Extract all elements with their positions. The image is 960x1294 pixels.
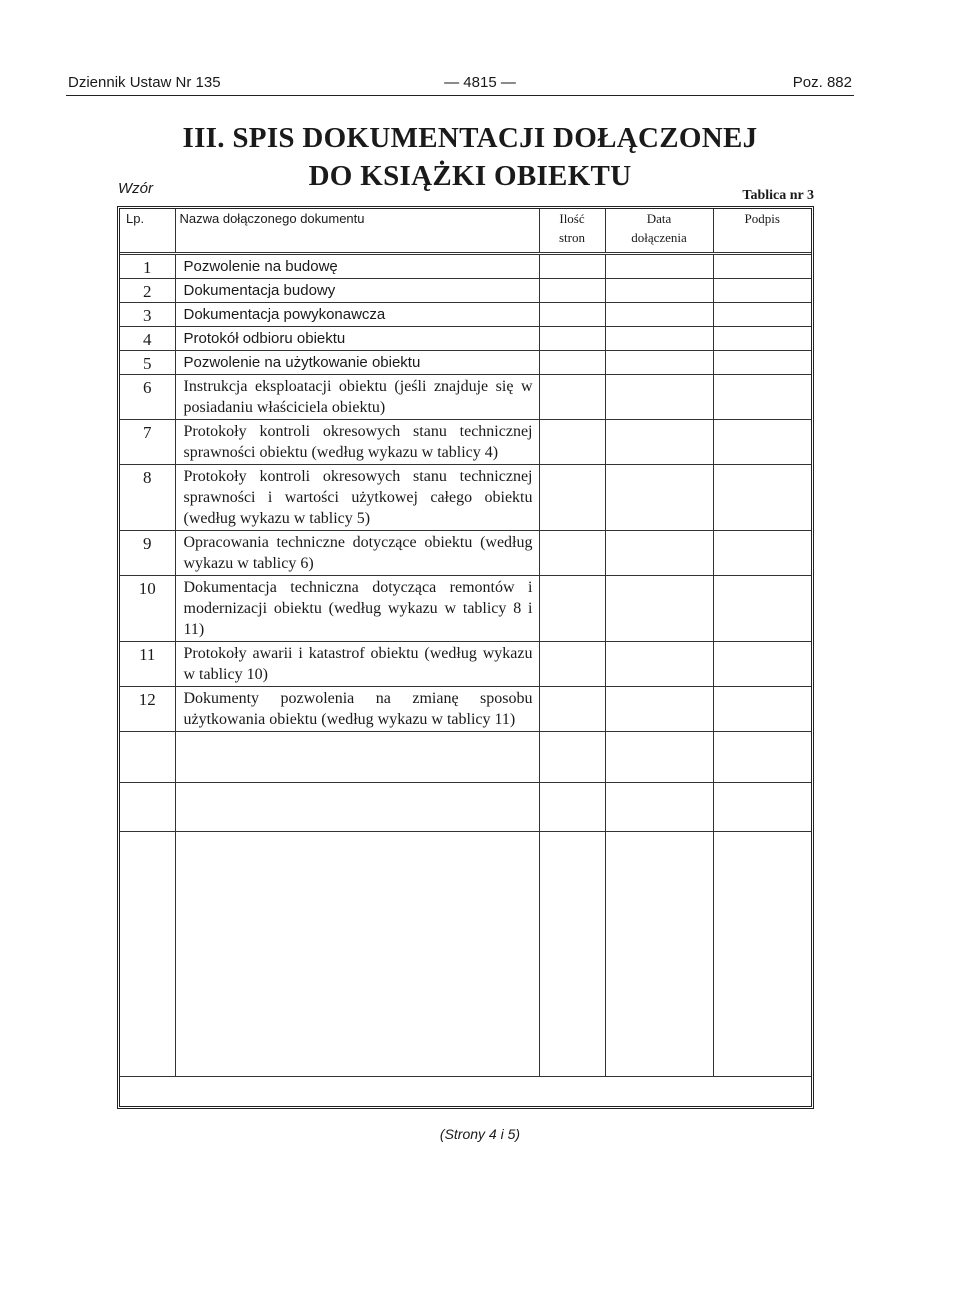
document-name: Opracowania techniczne dotyczące obiektu (według wykazu w tablicy 6) [175,531,539,576]
table-row [120,327,811,351]
empty-cell[interactable] [605,783,713,832]
table-row [120,303,811,327]
date-cell[interactable] [605,375,713,420]
row-number: 8 [120,465,175,531]
signature-cell[interactable] [713,687,811,732]
empty-cell[interactable] [175,832,539,1077]
table-row-empty [120,832,811,1077]
date-cell[interactable] [605,420,713,465]
document-name: Dokumenty pozwolenia na zmianę sposobu użytkowania obiektu (według wykazu w tablicy 11) [175,687,539,732]
signature-cell[interactable] [713,465,811,531]
document-name: Dokumentacja powykonawcza [175,303,539,327]
empty-cell[interactable] [175,783,539,832]
empty-cell[interactable] [713,783,811,832]
document-name: Instrukcja eksploatacji obiektu (jeśli znajduje się w posiadaniu właściciela obiektu) [175,375,539,420]
row-number: 3 [120,303,175,327]
pages-cell[interactable] [539,687,605,732]
empty-cell[interactable] [605,732,713,783]
row-number: 12 [120,687,175,732]
row-number: 5 [120,351,175,375]
table-row [120,279,811,303]
empty-cell[interactable] [713,732,811,783]
table-row [120,531,811,576]
signature-cell[interactable] [713,279,811,303]
signature-cell[interactable] [713,375,811,420]
empty-cell[interactable] [539,783,605,832]
document-name: Protokoły awarii i katastrof obiektu (według wykazu w tablicy 10) [175,642,539,687]
table-row [120,687,811,732]
signature-cell[interactable] [713,327,811,351]
table-row [120,642,811,687]
table-row [120,465,811,531]
col-header-pages-line1: Ilość [559,211,585,226]
date-cell[interactable] [605,687,713,732]
documents-table [120,209,811,1077]
pages-cell[interactable] [539,465,605,531]
col-header-name: Nazwa dołączonego dokumentu [175,209,539,254]
pages-cell[interactable] [539,375,605,420]
document-title-line1: III. SPIS DOKUMENTACJI DOŁĄCZONEJ [182,122,758,154]
pages-cell[interactable] [539,254,605,279]
table-row-empty [120,783,811,832]
col-header-pages [539,209,605,254]
date-cell[interactable] [605,531,713,576]
row-number: 6 [120,375,175,420]
document-name: Protokół odbioru obiektu [175,327,539,351]
table-number: Tablica nr 3 [742,188,814,203]
empty-cell[interactable] [605,832,713,1077]
pages-cell[interactable] [539,420,605,465]
empty-cell[interactable] [175,732,539,783]
row-number: 2 [120,279,175,303]
row-number: 10 [120,576,175,642]
date-cell[interactable] [605,254,713,279]
document-name: Dokumentacja budowy [175,279,539,303]
table-row [120,375,811,420]
table-row [120,576,811,642]
pages-footer: (Strony 4 i 5) [439,1126,521,1142]
document-name: Dokumentacja techniczna dotycząca remontów i modernizacji obiektu (według wykazu w tablicy 8 i 11) [175,576,539,642]
row-number: 7 [120,420,175,465]
date-cell[interactable] [605,642,713,687]
header-rule [66,95,854,96]
table-header-row [120,209,811,254]
document-name: Pozwolenie na użytkowanie obiektu [175,351,539,375]
date-cell[interactable] [605,351,713,375]
empty-cell[interactable] [120,832,175,1077]
signature-cell[interactable] [713,576,811,642]
pages-cell[interactable] [539,531,605,576]
row-number: 4 [120,327,175,351]
position-number: Poz. 882 [792,74,852,91]
table-row [120,420,811,465]
signature-cell[interactable] [713,420,811,465]
pages-cell[interactable] [539,642,605,687]
pages-cell[interactable] [539,576,605,642]
empty-cell[interactable] [539,732,605,783]
signature-cell[interactable] [713,254,811,279]
empty-cell[interactable] [713,832,811,1077]
document-name: Protokoły kontroli okresowych stanu technicznej sprawności i wartości użytkowej całego obiektu (według wykazu w tablicy 5) [175,465,539,531]
date-cell[interactable] [605,279,713,303]
signature-cell[interactable] [713,351,811,375]
date-cell[interactable] [605,576,713,642]
template-label: Wzór [118,180,153,197]
date-cell[interactable] [605,327,713,351]
signature-cell[interactable] [713,531,811,576]
col-header-date-line2: dołączenia [631,230,687,245]
col-header-pages-line2: stron [559,230,585,245]
pages-cell[interactable] [539,279,605,303]
date-cell[interactable] [605,303,713,327]
empty-cell[interactable] [120,732,175,783]
col-header-date [605,209,713,254]
table-row-empty [120,732,811,783]
empty-cell[interactable] [120,783,175,832]
row-number: 11 [120,642,175,687]
document-name: Protokoły kontroli okresowych stanu technicznej sprawności obiektu (według wykazu w tablicy 4) [175,420,539,465]
col-header-date-line1: Data [646,211,672,226]
document-name: Pozwolenie na budowę [175,254,539,279]
page-number: — 4815 — [444,74,516,91]
signature-cell[interactable] [713,303,811,327]
date-cell[interactable] [605,465,713,531]
empty-cell[interactable] [539,832,605,1077]
col-header-signature: Podpis [713,209,811,254]
row-number: 9 [120,531,175,576]
document-title-line2: DO KSIĄŻKI OBIEKTU [308,160,632,192]
journal-title: Dziennik Ustaw Nr 135 [68,74,221,91]
pages-cell[interactable] [539,351,605,375]
col-header-lp: Lp. [120,209,175,254]
signature-cell[interactable] [713,642,811,687]
pages-cell[interactable] [539,327,605,351]
row-number: 1 [120,254,175,279]
pages-cell[interactable] [539,303,605,327]
table-row [120,254,811,279]
table-frame [117,206,814,1109]
table-row [120,351,811,375]
